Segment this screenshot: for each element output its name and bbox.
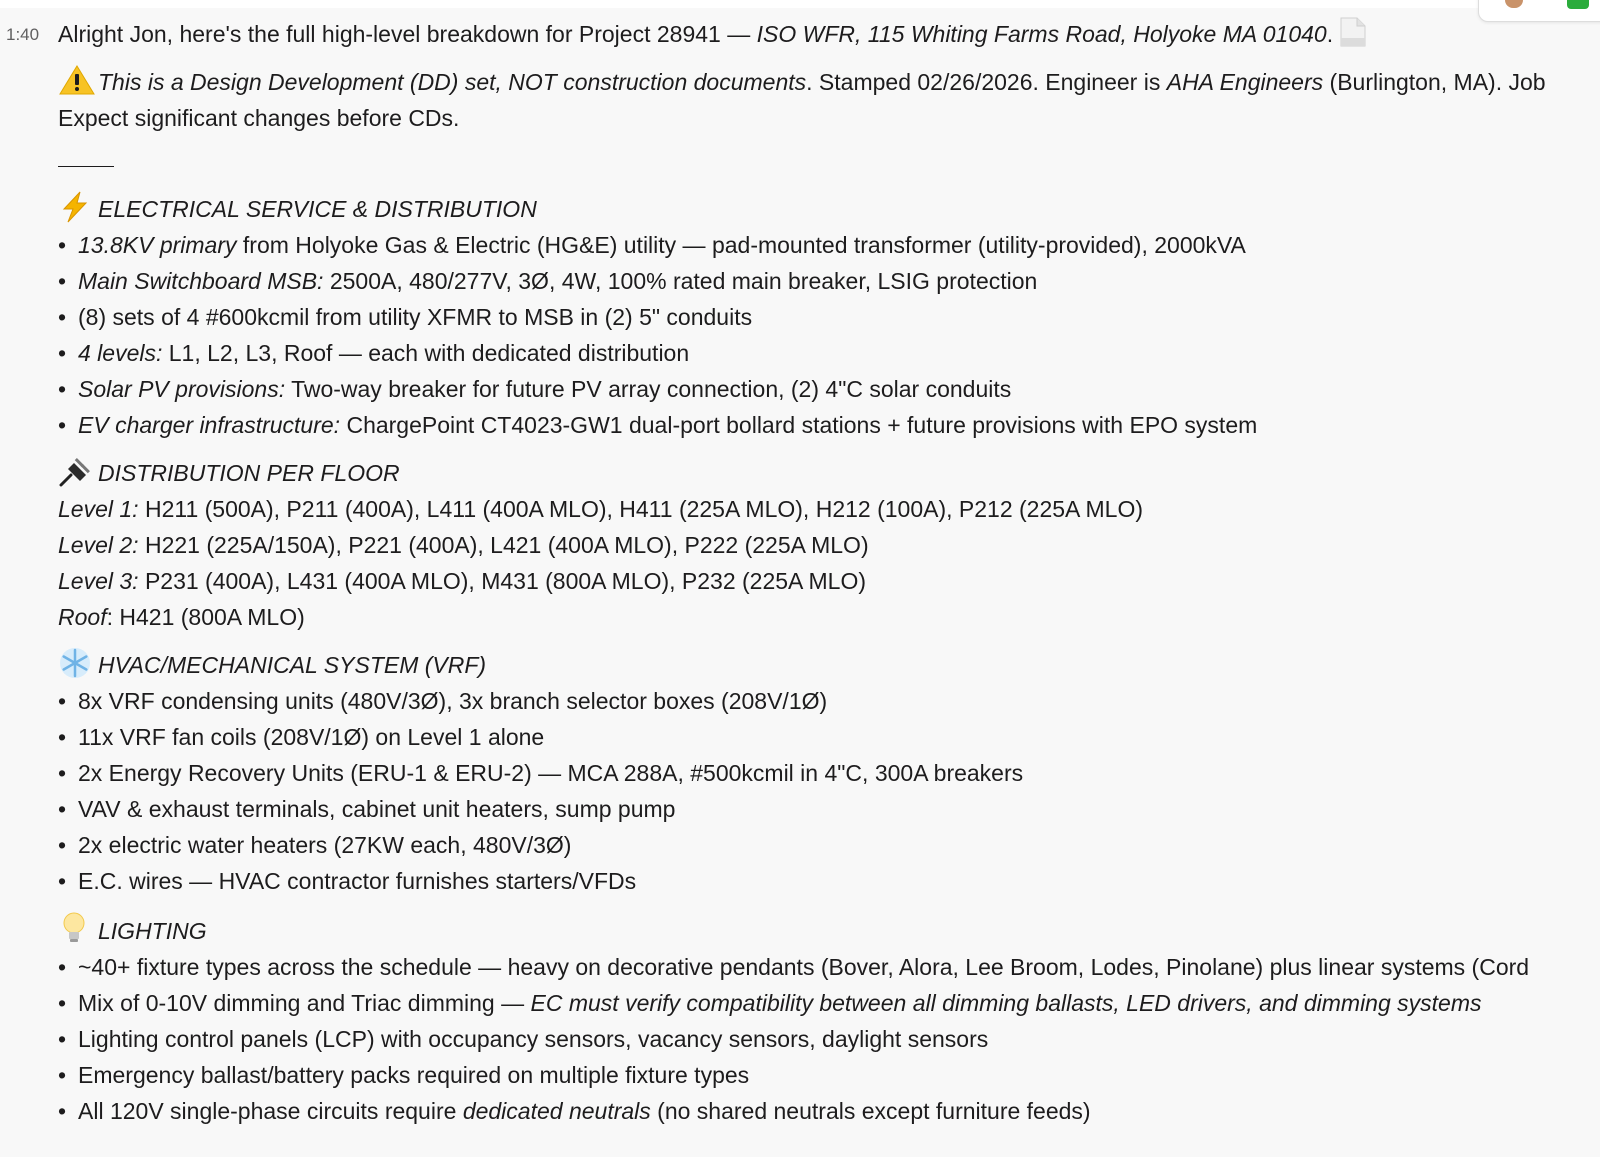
distribution-heading (58, 455, 1588, 491)
list-item: • EV charger infrastructure: ChargePoint CT4023-GW1 dual-port bollard stations + future provisions with EPO system (58, 412, 1258, 438)
list-item-text: 2x electric water heaters (27KW each, 480V/3Ø) (78, 832, 572, 858)
distribution-heading-text: DISTRIBUTION PER FLOOR (98, 460, 400, 486)
lightning-icon (58, 191, 98, 221)
list-item (58, 527, 1588, 563)
list-item-text: (8) sets of 4 #600kcmil from utility XFMR to MSB in (2) 5" conduits (78, 304, 753, 330)
list-item: • (8) sets of 4 #600kcmil from utility XFMR to MSB in (2) 5" conduits (58, 304, 753, 330)
plug-icon (58, 455, 98, 485)
list-item-label: Level 2: (58, 532, 139, 558)
list-item: • 2x Energy Recovery Units (ERU-1 & ERU-2) — MCA 288A, #500kcmil in 4"C, 300A breakers (58, 760, 1024, 786)
hvac-heading-text: HVAC/MECHANICAL SYSTEM (VRF) (98, 652, 487, 678)
engineer-name: AHA Engineers (1166, 69, 1324, 95)
list-item (58, 563, 1588, 599)
intro-end: . (1326, 21, 1334, 47)
list-item: • ~40+ fixture types across the schedule — heavy on decorative pendants (Bover, Alora, Lee Broom, Lodes, Pinolane) plus linear systems (Cord (58, 954, 1530, 980)
electrical-heading-text: ELECTRICAL SERVICE & DISTRIBUTION (98, 196, 537, 222)
list-item-emphasis: dedicated neutrals (462, 1098, 651, 1124)
list-item-label: 4 levels: (78, 340, 163, 366)
warning-emphasis: This is a Design Development (DD) set, NOT construction documents (98, 69, 807, 95)
list-item-text: Lighting control panels (LCP) with occupancy sensors, vacancy sensors, daylight sensors (78, 1026, 989, 1052)
lighting-heading-text: LIGHTING (98, 918, 207, 944)
intro-line (58, 16, 1588, 52)
list-item-text: 8x VRF condensing units (480V/3Ø), 3x branch selector boxes (208V/1Ø) (78, 688, 828, 714)
list-item-text: 11x VRF fan coils (208V/1Ø) on Level 1 alone (78, 724, 545, 750)
list-item: • 11x VRF fan coils (208V/1Ø) on Level 1 alone (58, 724, 545, 750)
list-item: • Lighting control panels (LCP) with occupancy sensors, vacancy sensors, daylight sensors (58, 1026, 989, 1052)
section-divider (58, 166, 114, 167)
list-item-text: 2x Energy Recovery Units (ERU-1 & ERU-2) — MCA 288A, #500kcmil in 4"C, 300A breakers (78, 760, 1024, 786)
top-divider (0, 0, 1600, 8)
list-item-text: Emergency ballast/battery packs required on multiple fixture types (78, 1062, 750, 1088)
list-item-text: ChargePoint CT4023-GW1 dual-port bollard stations + future provisions with EPO system (340, 412, 1258, 438)
checkmark-reaction-icon[interactable] (1567, 0, 1589, 9)
list-item-label: Level 1: (58, 496, 139, 522)
lightbulb-icon (58, 911, 98, 941)
list-item-label: Main Switchboard MSB: (78, 268, 324, 294)
warning-text-end: (Burlington, MA). Job (1323, 69, 1546, 95)
lighting-heading (58, 911, 1588, 949)
list-item-text: L1, L2, L3, Roof — each with dedicated distribution (162, 340, 690, 366)
snowflake-icon (58, 647, 98, 677)
list-item-emphasis: EC must verify compatibility between all dimming ballasts, LED drivers, and dimming systems (530, 990, 1482, 1016)
list-item-text: Mix of 0-10V dimming and Triac dimming — (78, 990, 531, 1016)
list-item-text-end: (no shared neutrals except furniture feeds) (650, 1098, 1091, 1124)
warning-line-2: Expect significant changes before CDs. (58, 105, 460, 131)
list-item: • 2x electric water heaters (27KW each, 480V/3Ø) (58, 832, 572, 858)
list-item: • Main Switchboard MSB: 2500A, 480/277V, 3Ø, 4W, 100% rated main breaker, LSIG protection (58, 268, 1038, 294)
list-item-text: H221 (225A/150A), P221 (400A), L421 (400A MLO), P222 (225A MLO) (138, 532, 869, 558)
warning-text: . Stamped 02/26/2026. Engineer is (806, 69, 1167, 95)
hvac-heading (58, 647, 1588, 683)
project-location: ISO WFR, 115 Whiting Farms Road, Holyoke MA 01040 (756, 21, 1327, 47)
message-timestamp[interactable]: 1:40 (6, 25, 40, 44)
list-item (58, 599, 1588, 635)
electrical-heading (58, 191, 1588, 227)
list-item: • 13.8KV primary from Holyoke Gas & Electric (HG&E) utility — pad-mounted transformer (utility-provided), 2000kVA (58, 232, 1246, 258)
list-item-text: Two-way breaker for future PV array connection, (2) 4"C solar conduits (285, 376, 1012, 402)
list-item: • 4 levels: L1, L2, L3, Roof — each with dedicated distribution (58, 340, 690, 366)
list-item-text: : H421 (800A MLO) (106, 604, 305, 630)
reaction-emoji-icon[interactable] (1505, 0, 1523, 8)
list-item-text: from Holyoke Gas & Electric (HG&E) utility — pad-mounted transformer (utility-provided), 2000kVA (236, 232, 1246, 258)
warning-icon (58, 64, 98, 94)
list-item: • 8x VRF condensing units (480V/3Ø), 3x branch selector boxes (208V/1Ø) (58, 688, 828, 714)
warning-line (58, 64, 1588, 100)
message-body (58, 16, 1588, 1129)
list-item-text: E.C. wires — HVAC contractor furnishes starters/VFDs (78, 868, 637, 894)
list-item-label: EV charger infrastructure: (78, 412, 341, 438)
list-item-text: VAV & exhaust terminals, cabinet unit heaters, sump pump (78, 796, 676, 822)
list-item: • Emergency ballast/battery packs required on multiple fixture types (58, 1062, 750, 1088)
list-item-label: Level 3: (58, 568, 139, 594)
list-item-text: All 120V single-phase circuits require (78, 1098, 463, 1124)
list-item: • Mix of 0-10V dimming and Triac dimming — EC must verify compatibility between all dimming ballasts, LED drivers, and dimming systems (58, 990, 1482, 1016)
list-item-label: 13.8KV primary (78, 232, 237, 258)
list-item-text: ~40+ fixture types across the schedule — heavy on decorative pendants (Bover, Alora, Lee Broom, Lodes, Pinolane) plus linear systems (Cord (78, 954, 1530, 980)
intro-text: Alright Jon, here's the full high-level breakdown for Project 28941 — (58, 21, 757, 47)
list-item: • All 120V single-phase circuits require dedicated neutrals (no shared neutrals except furniture feeds) (58, 1098, 1091, 1124)
list-item-label: Solar PV provisions: (78, 376, 286, 402)
list-item: • Solar PV provisions: Two-way breaker for future PV array connection, (2) 4"C solar conduits (58, 376, 1012, 402)
page-icon[interactable] (1337, 16, 1369, 48)
list-item-label: Roof (58, 604, 107, 630)
list-item: • E.C. wires — HVAC contractor furnishes starters/VFDs (58, 868, 637, 894)
list-item-text: P231 (400A), L431 (400A MLO), M431 (800A MLO), P232 (225A MLO) (138, 568, 867, 594)
list-item: • VAV & exhaust terminals, cabinet unit heaters, sump pump (58, 796, 676, 822)
list-item (58, 491, 1588, 527)
list-item-text: 2500A, 480/277V, 3Ø, 4W, 100% rated main breaker, LSIG protection (323, 268, 1038, 294)
list-item-text: H211 (500A), P211 (400A), L411 (400A MLO), H411 (225A MLO), H212 (100A), P212 (225A MLO) (138, 496, 1144, 522)
